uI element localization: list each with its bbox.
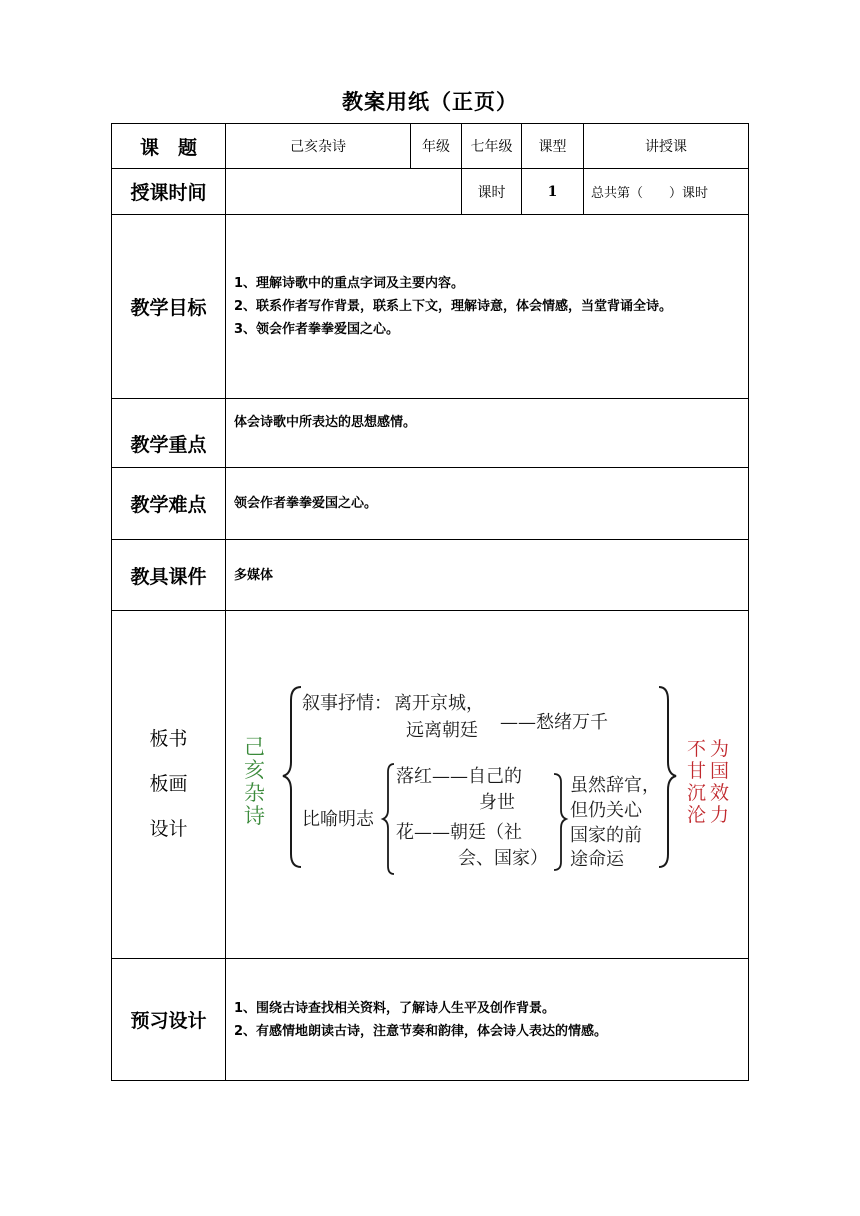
narrative-label: 叙事抒情： bbox=[302, 692, 392, 714]
narrative-line2: 远离朝廷 bbox=[406, 719, 478, 741]
row-difficulties bbox=[112, 468, 749, 540]
tools-label: 教具课件 bbox=[112, 540, 226, 611]
goals-label: 教学目标 bbox=[112, 215, 226, 399]
left-brace-icon bbox=[283, 687, 301, 867]
narrative-result: ——愁绪万千 bbox=[500, 711, 608, 733]
goal-item: 3、领会作者拳拳爱国之心。 bbox=[234, 322, 400, 337]
difficulties-text: 领会作者拳拳爱国之心。 bbox=[226, 468, 749, 540]
board-design bbox=[226, 611, 749, 959]
lesson-plan-table bbox=[111, 123, 749, 1081]
hours-label: 课时 bbox=[462, 169, 522, 215]
time-label: 授课时间 bbox=[112, 169, 226, 215]
conclusion-char: 为 bbox=[710, 737, 730, 760]
conclusion-char: 力 bbox=[710, 803, 730, 826]
grade-value: 七年级 bbox=[462, 124, 522, 169]
conclusion-char: 国 bbox=[710, 759, 730, 782]
topic-label: 课 题 bbox=[112, 124, 226, 169]
board-label-line: 设计 bbox=[149, 818, 188, 840]
board-title-char: 亥 bbox=[244, 757, 265, 782]
type-label: 课型 bbox=[522, 124, 584, 169]
board-title-char: 杂 bbox=[244, 780, 265, 805]
conclusion-char: 不 bbox=[687, 737, 707, 760]
hours-value: 1 bbox=[522, 169, 584, 215]
time-value bbox=[226, 169, 462, 215]
narrative-line1: 离开京城， bbox=[394, 692, 484, 714]
board-title-char: 己 bbox=[244, 734, 265, 759]
preview-item: 2、有感情地朗读古诗，注意节奏和韵律，体会诗人表达的情感。 bbox=[234, 1023, 608, 1039]
board-diagram bbox=[226, 612, 860, 958]
metaphor-label: 比喻明志 bbox=[302, 808, 374, 830]
preview-content bbox=[226, 959, 749, 1081]
conclusion-char: 效 bbox=[710, 781, 730, 804]
goals-content bbox=[226, 215, 749, 399]
board-label-line: 板书 bbox=[149, 728, 188, 750]
conclusion-char: 沉 bbox=[687, 781, 707, 804]
board-label-line: 板画 bbox=[149, 773, 188, 795]
row-tools bbox=[112, 540, 749, 611]
board-title-char: 诗 bbox=[244, 803, 265, 828]
conclusion-char: 沦 bbox=[687, 803, 707, 826]
topic-value: 己亥杂诗 bbox=[226, 124, 411, 169]
petal-line2: 身世 bbox=[479, 791, 515, 813]
grade-label: 年级 bbox=[411, 124, 462, 169]
key-points-label: 教学重点 bbox=[112, 399, 226, 468]
row-preview bbox=[112, 959, 749, 1081]
flower-line2: 会、国家） bbox=[458, 847, 548, 869]
board-label bbox=[112, 611, 226, 959]
total-hours: 总共第（ ）课时 bbox=[584, 169, 749, 215]
inner-right-brace-icon bbox=[554, 774, 566, 870]
goal-item: 1、理解诗歌中的重点字词及主要内容。 bbox=[234, 276, 465, 291]
row-time bbox=[112, 169, 749, 215]
row-topic bbox=[112, 124, 749, 169]
key-points-text: 体会诗歌中所表达的思想感情。 bbox=[226, 399, 749, 468]
board-conclusion bbox=[687, 738, 729, 826]
difficulties-label: 教学难点 bbox=[112, 468, 226, 540]
board-title bbox=[244, 735, 265, 828]
row-goals bbox=[112, 215, 749, 399]
row-key-points bbox=[112, 399, 749, 468]
goal-item: 2、联系作者写作背景，联系上下文，理解诗意，体会情感，当堂背诵全诗。 bbox=[234, 299, 673, 314]
preview-label: 预习设计 bbox=[112, 959, 226, 1081]
petal-line1: 落红——自己的 bbox=[396, 765, 522, 787]
meaning-line: 途命运 bbox=[570, 848, 624, 870]
conclusion-char: 甘 bbox=[687, 759, 707, 782]
page-title: 教案用纸（正页） bbox=[342, 90, 518, 114]
small-left-brace-icon bbox=[383, 764, 394, 874]
preview-item: 1、围绕古诗查找相关资料，了解诗人生平及创作背景。 bbox=[234, 1000, 556, 1016]
meaning-line: 虽然辞官， bbox=[570, 774, 660, 796]
meaning-line: 国家的前 bbox=[570, 824, 642, 846]
type-value: 讲授课 bbox=[584, 124, 749, 169]
meaning-line: 但仍关心 bbox=[570, 799, 642, 821]
row-board bbox=[112, 611, 749, 959]
flower-line1: 花——朝廷（社 bbox=[396, 821, 522, 843]
tools-text: 多媒体 bbox=[226, 540, 749, 611]
right-brace-icon bbox=[659, 687, 676, 867]
